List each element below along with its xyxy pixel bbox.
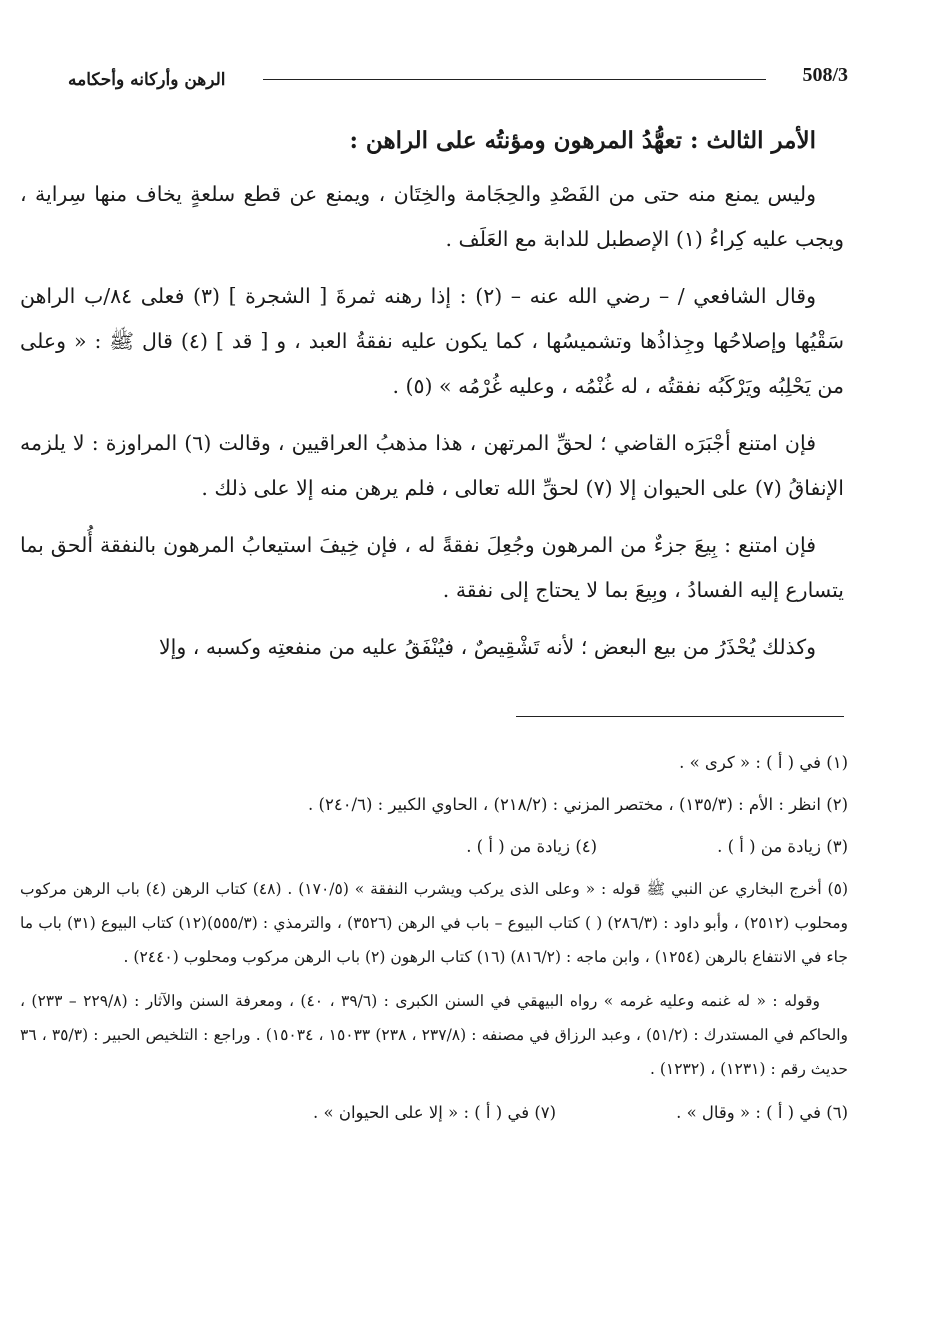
footnote: (١) في ( أ ) : « كرى » . (679, 753, 848, 772)
running-header (68, 62, 848, 98)
section-heading: الأمر الثالث : تعهُّدُ المرهون ومؤنتُه على الراهن : (349, 127, 816, 154)
footnote: (٤) زيادة من ( أ ) . (466, 837, 598, 856)
paragraph: وكذلك يُحْذَرُ من بيع البعض ؛ لأنه تَشْقِيصٌ ، فيُنْفَقُ عليه من منفعتِه وكسبه ، وإلا (158, 635, 816, 659)
header-rule (263, 79, 766, 80)
footnote: (٧) في ( أ ) : « إلا على الحيوان » . (313, 1103, 557, 1122)
paragraph: فإن امتنع : بِيعَ جزءٌ من المرهون وجُعِلَ نفقةً له ، فإن خِيفَ استيعابُ المرهون بالنفقة أُلحق بما يتسارع إليه الفسادُ ، وبِيعَ بما لا يحتاج إلى نفقة . (20, 533, 844, 602)
footnote: (٣) زيادة من ( أ ) . (717, 837, 848, 856)
footnote: (٥) أخرج البخاري عن النبي ﷺ قوله : « وعلى الذى يركب ويشرب النفقة » (١٧٠/٥) . (٤٨) كتاب الرهن (٤) باب الرهن مركوب ومحلوب (٢٥١٢) ، وأبو داود : (٢٨٦/٣) ( ) كتاب البيوع – باب في الرهن (٣٥٢٦) ، والترمذي : (٥٥٥/٣)(١٢) كتاب البيوع (٣١) باب ما جاء في الانتفاع بالرهن (١٢٥٤) ، وابن ماجه : (٨١٦/٢) (١٦) كتاب الرهون (٢) باب الرهن مركوب ومحلوب (٢٤٤٠) . (20, 880, 849, 966)
footnote-row (20, 1096, 848, 1130)
footnote-separator (516, 716, 844, 717)
footnote-row (20, 830, 848, 864)
page-number: 508/3 (802, 64, 848, 86)
footnote: (٢) انظر : الأم : (١٣٥/٣) ، مختصر المزني : (٢١٨/٢) ، الحاوي الكبير : (٢٤٠/٦) . (308, 795, 848, 814)
paragraph: وقال الشافعي / – رضي الله عنه – (٢) : إذا رهنه ثمرةَ [ الشجرة ] (٣) فعلى ٨٤/ب الراهن سَقْيُها وإصلاحُها وجِذاذُها وتشميسُها ، كما يكون عليه نفقةُ العبد ، و [ قد ] (٤) قال ﷺ : « وعلى من يَحْلِبُه ويَرْكَبُه نفقتُه ، له غُنْمُه ، وعليه غُرْمُه » (٥) . (20, 284, 844, 398)
paragraph: فإن امتنع أجْبَرَه القاضي ؛ لحقِّ المرتهن ، هذا مذهبُ العراقيين ، وقالت (٦) المراوزة : لا يلزمه الإنفاقُ (٧) على الحيوان إلا (٧) لحقِّ الله تعالى ، فلم يرهن منه إلا على ذلك . (20, 431, 844, 500)
footnote-continuation: وقوله : « له غنمه وعليه غرمه » رواه البيهقي في السنن الكبرى : (٣٩/٦ ، ٤٠) ، ومعرفة السنن والآثار : (٢٢٩/٨ – ٢٣٣) ، والحاكم في المستدرك : (٥١/٢) ، وعبد الرزاق في مصنفه : (٢٣٧/٨ ، ٢٣٨) ١٥٠٣٣ ، ١٥٠٣٤) . وراجع : التلخيص الحبير : (٣٥/٣ ، ٣٦ حديث رقم : (١٢٣١) ، (١٢٣٢) . (20, 992, 849, 1078)
paragraph: وليس يمنع منه حتى من الفَصْدِ والحِجَامة والخِتَان ، ويمنع عن قطع سلعةٍ يخاف منها سِراية ، ويجب عليه كِراءُ (١) الإصطبل للدابة مع العَلَف . (20, 182, 844, 251)
footnotes (20, 746, 848, 1138)
running-title: الرهن وأركانه وأحكامه (68, 70, 226, 90)
footnote: (٦) في ( أ ) : « وقال » . (676, 1103, 848, 1122)
main-text (20, 118, 844, 682)
